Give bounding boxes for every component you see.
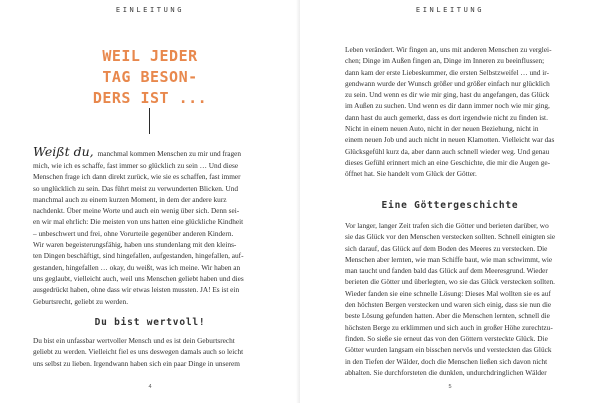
text-line: den höchsten Bergen verstecken und waren sich einig, dass sie nun die (345, 300, 552, 310)
text-line: Menschen frage ich dann direkt zurück, wie sie es schaffen, fast immer (33, 172, 241, 182)
body-paragraph (345, 220, 575, 378)
text-line: chen; Dinge im Außen fingen an, Dinge im Inneren zu beeinflussen; (345, 56, 545, 66)
text-line: Vor langer, langer Zeit trafen sich die Götter und berieten darüber, wo (345, 221, 549, 230)
text-line: manchmal auch zu einem kurzen Moment, in dem der andere kurz (33, 194, 227, 204)
right-page (300, 0, 600, 403)
text-line: – unbeschwert und frei, ohne Vorurteile gegenüber anderen Kindern. (33, 228, 234, 238)
text-line: einem neuen Job und auch nicht in neuen Klamotten. Vielleicht war das (345, 135, 555, 145)
text-line: höchsten Berge zu erklimmen und sich auch in großer Höhe zurechtzu- (345, 322, 553, 332)
text-line: finden. So sieße sie erneut das von den Göttern versteckte Glück. Die (345, 333, 548, 343)
text-line: öffnet hat. Sie handelt vom Glück der Götter. (345, 169, 477, 179)
text-line: dieses Gefühl erinnert mich an eine Geschichte, die mir die Augen ge- (345, 157, 551, 167)
body-paragraph (345, 44, 575, 180)
text-line: man taucht und fanden bald das Glück auf dem Meeresgrund. Wieder (345, 266, 548, 276)
chapter-title-line: WEIL JEDER (102, 47, 198, 65)
text-line: ausgedrückt haben, ohne dass wir etwas leisten mussten. JA! Es ist ein (33, 285, 240, 295)
text-line: Leben verändert. Wir fingen an, uns mit anderen Menschen zu verglei- (345, 45, 552, 54)
text-line-content: manchmal kommen Menschen zu mir und fragen (97, 149, 242, 158)
section-heading: Du bist wertvoll! (94, 317, 206, 328)
text-line: ten Dingen beschäftigt, sind hingefallen, aufgestanden, hingefallen, auf- (33, 251, 244, 261)
vertical-divider (149, 108, 150, 134)
chapter-title-line: TAG BESON- (102, 68, 198, 86)
page-number: 4 (148, 384, 152, 390)
text-line: zu sein. Und wenn es dir wie mir ging, hast du angefangen, das Glück (345, 90, 550, 100)
text-line: dann kam der erste Liebeskummer, die ersten Selbstzweifel … und ir- (345, 67, 550, 77)
text-line: nachdenkt. Über meine Worte und auch ein wenig über sich. Denn sei- (33, 206, 240, 216)
body-paragraph (33, 335, 269, 369)
text-line: sie das Glück vor den Menschen verstecken sollten. Schnell einigten sie (345, 232, 556, 242)
text-line: mich, wie ich es schaffe, fast immer so glücklich zu sein … Und diese (33, 161, 239, 170)
text-line: uns geglaubt, vielleicht auch, weil uns Menschen geliebt haben und dies (33, 273, 244, 283)
text-line: en wir mal ehrlich: Die meisten von uns hatten eine glückliche Kindheit (33, 217, 244, 227)
text-line: Wir waren begeisterungsfähig, haben uns stundenlang mit den kleins- (33, 240, 237, 250)
text-line: in den Tiefen der Wälder, doch die Menschen ließen sich davon nicht (345, 356, 548, 366)
text-line: gestanden, hingefallen … okay, du weißt, was ich meine. Wir haben an (33, 262, 241, 272)
text-line: Wieder fanden sie eine schnelle Lösung: Dieses Mal wollten sie es auf (345, 288, 551, 298)
text-line: Menschen aber lernten, wie man Schiffe baut, wie man schwimmt, wie (345, 254, 553, 264)
text-line: Du bist ein unfassbar wertvoller Mensch und es ist dein Geburtsrecht (33, 336, 235, 345)
text-line: beste Lösung gefunden hatten. Aber die Menschen lernten, schnell die (345, 311, 550, 321)
chapter-title-line: DERS IST ... (92, 89, 208, 107)
text-line: Götter wurden langsam ein bisschen nervös und versteckten das Glück (345, 345, 552, 355)
running-head: EINLEITUNG (415, 6, 485, 14)
text-line: geliebt zu werden. Vielleicht fiel es uns deswegen damals auch so leicht (33, 347, 244, 357)
chapter-title (70, 46, 230, 109)
text-line (33, 145, 269, 160)
body-paragraph (33, 145, 269, 307)
script-lead: Weißt du, (33, 144, 94, 159)
page-number: 5 (448, 384, 452, 390)
text-line: im Außen zu suchen. Und wenn es dir dann immer noch wie mir ging, (345, 101, 550, 111)
text-line: dann hast du auch gemerkt, dass es dort irgendwie nicht zu finden ist. (345, 112, 548, 122)
text-line: berieten die Götter und überlegten, wo sie das Glück verstecken sollten. (345, 277, 555, 287)
text-line: sich darauf, das Glück auf dem Boden des Meeres zu verstecken. Die (345, 243, 548, 253)
text-line: Nicht in einem neuen Auto, nicht in der neuen Beziehung, nicht in (345, 124, 539, 134)
text-line: abhalten. Sie durchforsteten die dunklen, undurchdringlichen Wälder (345, 367, 547, 377)
running-head: EINLEITUNG (115, 6, 185, 14)
text-line: gendwann wurde der Wunsch größer und größer einfach nur glücklich (345, 78, 550, 88)
text-line: uns selbst zu lieben. Irgendwann haben sich ein paar Dinge in unserem (33, 358, 240, 368)
text-line: Glücksgefühl kurz da, aber dann auch schnell wieder weg. Und genau (345, 146, 550, 156)
section-heading: Eine Göttergeschichte (381, 200, 519, 211)
text-line: Geburtsrecht, geliebt zu werden. (33, 296, 129, 306)
text-line: so unglücklich zu sein. Das führt meist zu verwunderten Blicken. Und (33, 183, 239, 193)
